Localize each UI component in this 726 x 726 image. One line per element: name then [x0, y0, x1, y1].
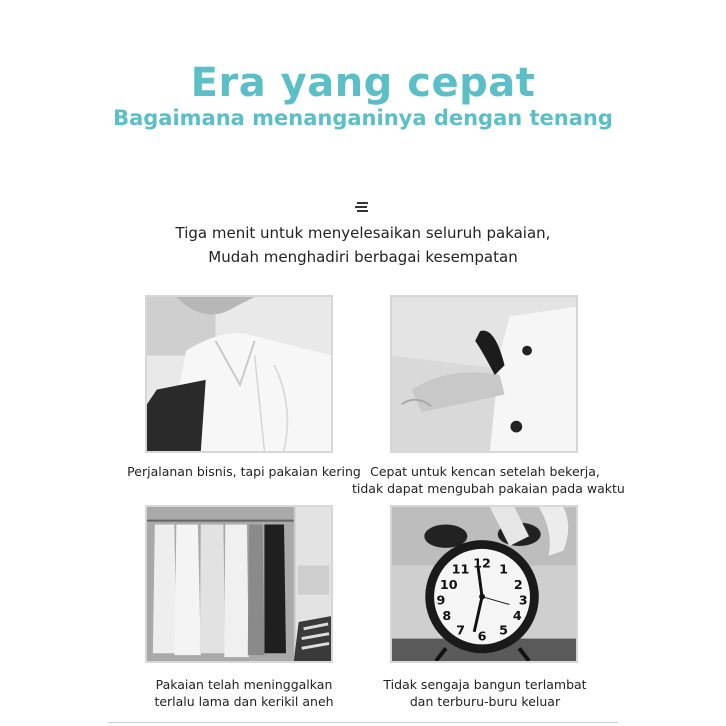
card-caption-2	[352, 463, 625, 497]
svg-text:8: 8	[442, 608, 452, 624]
wardrobe-shirts-photo	[145, 505, 333, 663]
intro-line-1: Tiga menit untuk menyelesaikan seluruh pakaian,	[175, 224, 551, 242]
svg-text:10: 10	[439, 576, 458, 592]
man-in-white-shirt-photo	[145, 295, 333, 453]
alarm-clock-photo	[390, 505, 578, 663]
card-caption-1-line-1: Perjalanan bisnis, tapi pakaian kering	[127, 464, 361, 479]
svg-text:12: 12	[473, 555, 491, 571]
card-caption-3-line-1: Pakaian telah meninggalkan	[155, 677, 333, 692]
wrist-watch-cufflink-photo	[390, 295, 578, 453]
svg-text:2: 2	[513, 576, 523, 592]
card-caption-2-line-2: tidak dapat mengubah pakaian pada waktu	[352, 481, 625, 496]
card-caption-1	[108, 463, 380, 480]
card-caption-3-line-2: terlalu lama dan kerikil aneh	[154, 694, 334, 709]
svg-text:11: 11	[451, 561, 470, 577]
intro-line-2: Mudah menghadiri berbagai kesempatan	[208, 248, 518, 266]
svg-text:7: 7	[456, 622, 465, 638]
svg-text:9: 9	[436, 592, 446, 608]
card-caption-4-line-2: dan terburu-buru keluar	[409, 694, 561, 709]
menu-lines-icon	[354, 201, 370, 213]
card-caption-2-line-1: Cepat untuk kencan setelah bekerja,	[370, 464, 600, 479]
svg-text:4: 4	[512, 608, 522, 624]
card-caption-4	[352, 676, 618, 710]
svg-text:3: 3	[518, 592, 528, 608]
card-caption-3	[108, 676, 380, 710]
svg-text:1: 1	[499, 561, 508, 577]
page-subtitle: Bagaimana menanganinya dengan tenang	[113, 106, 613, 130]
svg-text:6: 6	[477, 628, 487, 644]
card-caption-4-line-1: Tidak sengaja bangun terlambat	[383, 677, 587, 692]
svg-text:5: 5	[499, 622, 508, 638]
bottom-divider	[108, 722, 618, 723]
page-title: Era yang cepat	[190, 60, 536, 106]
